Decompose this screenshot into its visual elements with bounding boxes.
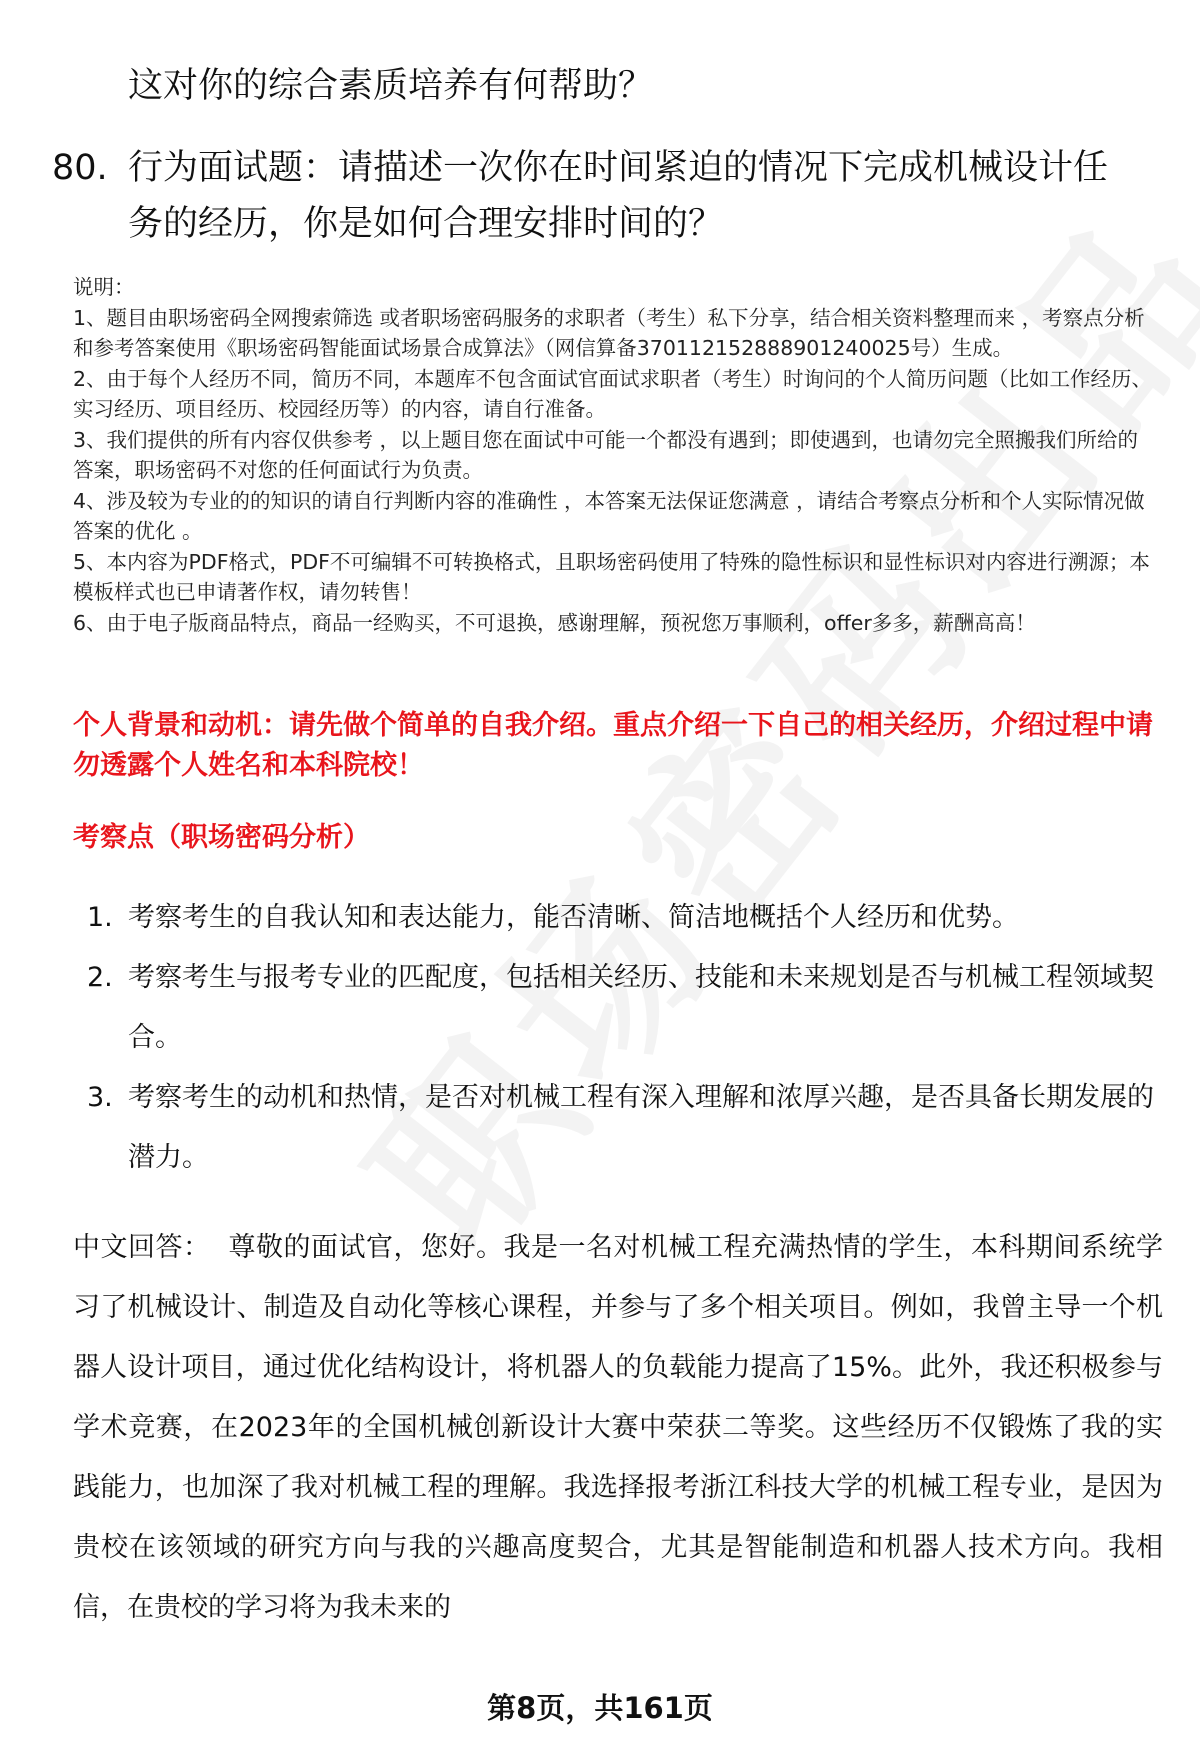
notes-item: 5、本内容为PDF格式，PDF不可编辑不可转换格式，且职场密码使用了特殊的隐性标识和显性标识对内容进行溯源；本模板样式也已申请著作权，请勿转售！ bbox=[73, 549, 1150, 604]
list-item-text: 考察考生的自我认知和表达能力，能否清晰、简洁地概括个人经历和优势。 bbox=[128, 902, 1019, 933]
background-question-heading: 个人背景和动机：请先做个简单的自我介绍。重点介绍一下自己的相关经历，介绍过程中请勿透露个人姓名和本科院校！ bbox=[73, 710, 1153, 781]
notes-item: 3、我们提供的所有内容仅供参考 ，以上题目您在面试中可能一个都没有遇到；即使遇到，也请勿完全照搬我们所给的答案，职场密码不对您的任何面试行为负责。 bbox=[73, 427, 1139, 482]
page-number-footer: 第8页，共161页 bbox=[487, 1691, 713, 1725]
notes-item: 4、涉及较为专业的的知识的请自行判断内容的准确性 ，本答案无法保证您满意 ，请结合考察点分析和个人实际情况做答案的优化 。 bbox=[73, 488, 1145, 543]
question-text: 行为面试题：请描述一次你在时间紧迫的情况下完成机械设计任务的经历，你是如何合理安排时间的？ bbox=[128, 148, 1109, 244]
list-item-number: 3. bbox=[87, 1082, 113, 1113]
list-item bbox=[73, 888, 1163, 948]
list-item bbox=[73, 948, 1163, 1068]
answer-text: 尊敬的面试官，您好。我是一名对机械工程充满热情的学生，本科期间系统学习了机械设计、制造及自动化等核心课程，并参与了多个相关项目。例如，我曾主导一个机器人设计项目，通过优化结构设计，将机器人的负载能力提高了15%。此外，我还积极参与学术竞赛，在2023年的全国机械创新设计大赛中荣获二等奖。这些经历不仅锻炼了我的实践能力，也加深了我对机械工程的理解。我选择报考浙江科技大学的机械工程专业，是因为贵校在该领域的研究方向与我的兴趣高度契合，尤其是智能制造和机器人技术方向。我相信，在贵校的学习将为我未来的 bbox=[73, 1232, 1163, 1623]
list-item bbox=[73, 1068, 1163, 1188]
analysis-list bbox=[73, 888, 1163, 1188]
notes-item: 1、题目由职场密码全网搜索筛选 或者职场密码服务的求职者（考生）私下分享，结合相关资料整理而来 ，考察点分析和参考答案使用《职场密码智能面试场景合成算法》（网信算备370112152888901240025号）生成。 bbox=[73, 305, 1145, 360]
question-number: 80. bbox=[52, 148, 108, 188]
notes-item: 6、由于电子版商品特点，商品一经购买，不可退换，感谢理解，预祝您万事顺利，offer多多，薪酬高高！ bbox=[73, 610, 1036, 635]
list-item-number: 1. bbox=[87, 902, 113, 933]
list-item-text: 考察考生与报考专业的匹配度，包括相关经历、技能和未来规划是否与机械工程领域契合。 bbox=[128, 962, 1154, 1053]
previous-question-tail: 这对你的综合素质培养有何帮助？ bbox=[128, 66, 654, 106]
notes-heading: 说明： bbox=[73, 275, 135, 299]
list-item-text: 考察考生的动机和热情，是否对机械工程有深入理解和浓厚兴趣，是否具备长期发展的潜力。 bbox=[128, 1082, 1154, 1173]
answer-paragraph bbox=[73, 1218, 1163, 1638]
notes-item: 2、由于每个人经历不同，简历不同，本题库不包含面试官面试求职者（考生）时询问的个人简历问题（比如工作经历、实习经历、项目经历、校园经历等）的内容，请自行准备。 bbox=[73, 366, 1153, 421]
answer-label: 中文回答： bbox=[73, 1232, 211, 1263]
analysis-heading: 考察点（职场密码分析） bbox=[73, 822, 370, 853]
notes-section bbox=[73, 272, 1158, 638]
list-item-number: 2. bbox=[87, 962, 113, 993]
